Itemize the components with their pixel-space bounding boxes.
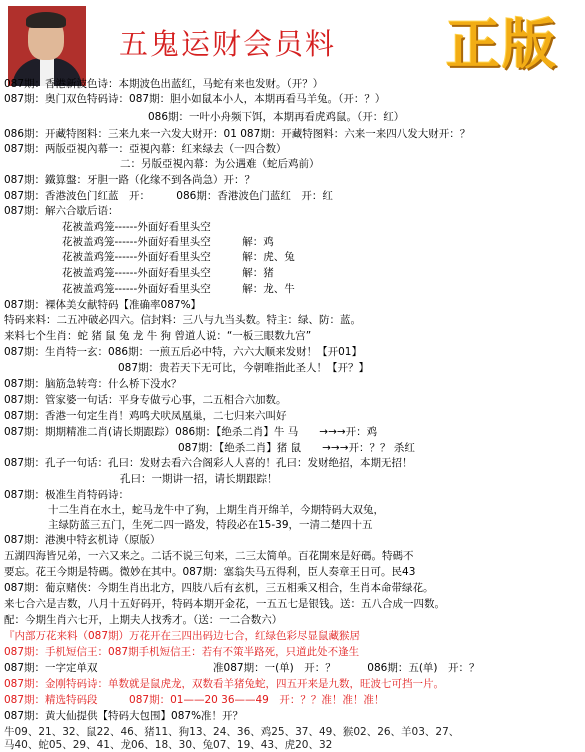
text-line: 087期：期期精准二肖(请长期跟踪）086期：【绝杀二肖】牛 马 →→→开：鸡 xyxy=(4,426,378,438)
text-line: 087期：黄大仙提供【特码大包围】087%准！开？ xyxy=(4,710,244,722)
text-line: 孔曰：一期讲一招，请长期跟踪！ xyxy=(120,473,278,485)
text-line: 二：另版亞視內幕：为公遇难（蛇后鸡前） xyxy=(120,158,320,170)
text-line: 087期：孔子一句话：孔曰：发财去看六合阁彩人人喜的！孔曰：发财绝招，本期无招！ xyxy=(4,457,413,469)
text-line: 牛09、21、32、鼠22、46、猪11、狗13、24、36、鸡25、37、49、猴02、26、羊03、27、 xyxy=(4,726,460,738)
text-line: 087期：贵若天下无可比，今朝唯指此圣人！【开？】 xyxy=(118,362,370,374)
text-line: 花被盖鸡笼------外面好看里头空 xyxy=(62,221,211,233)
text-line: 十二生肖在水土，蛇马龙牛中了狗，上期生肖开绵羊，今期特码大双兔， xyxy=(48,504,384,516)
text-line: 马40、蛇05、29、41、龙06、18、30、兔07、19、43、虎20、32 xyxy=(4,739,333,751)
text-line: 087期：鐵算盤：牙胆一路（化缘不到各尚急）开：？ xyxy=(4,174,256,186)
text-line: 087期：裸体美女献特码【准确率087%】 xyxy=(4,299,202,311)
text-line: 087期：管家婆一句话：平身专做亏心事，二五相合六加数。 xyxy=(4,394,287,406)
portrait-hair xyxy=(26,12,66,28)
text-line: 『内部万花来料（087期）万花开在三四出码边七合，红绿色彩尽显鼠藏猴居 xyxy=(4,630,361,642)
text-line: 087期：奥门双色特码诗：087期：胆小如鼠本小人，本期再看马羊兔。（开：？） xyxy=(4,93,386,105)
portrait-photo xyxy=(8,6,86,86)
text-line: 087期：脑筋急转弯：什么桥下没水？ xyxy=(4,378,182,390)
text-line: 087期：金刚特码诗：单数就是鼠虎龙，双数看羊猪兔蛇，四五开来是九数，旺波七可挡一片。 xyxy=(4,678,445,690)
text-line: 配：今期生肖六七开，上期夫人找秀才。（送：一二合数六） xyxy=(4,614,283,626)
text-line: 087期：香港波色门红蓝 开： 086期：香港波色门蓝红 开：红 xyxy=(4,190,333,202)
text-line: 086期：开藏特图料：三来九来一六发大财开：01 087期：开藏特图料：六来一来四八发大财开：？ xyxy=(4,128,471,140)
text-line: 087期：港澳中特玄机诗（原版） xyxy=(4,534,161,546)
text-line: 087期：一字定单双 准087期：一(单) 开：？ 086期：五(单) 开：？ xyxy=(4,662,480,674)
text-line: 087期：解六合歇后语： xyxy=(4,205,119,217)
text-line: 087期：香港新波色诗：本期波色出蓝红，马蛇有来也发财。（开？） xyxy=(4,78,324,90)
text-line: 五湖四海皆兄弟，一六又来之。二话不说三句来，二三太简单。百花開來是好碼。特碼不 xyxy=(4,550,414,562)
text-line: 087期：两版亞視內幕一：亞視內幕：红来绿去（一四合数） xyxy=(4,143,287,155)
text-line: 花被盖鸡笼------外面好看里头空 解：龙、牛 xyxy=(62,283,295,295)
text-line: 087期：【绝杀二肖】猪 鼠 →→→开：？？ 杀红 xyxy=(178,442,415,454)
text-line: 087期：香港一句定生肖！鸡鸣犬吠凤凰巢，二七归来六叫好 xyxy=(4,410,287,422)
text-line: 特码来料：二五冲破必四六。信封料：三八与九当头数。特主：绿、防：蓝。 xyxy=(4,314,361,326)
text-line: 087期：生肖特一玄：086期：一煎五后必中特，六六大顺来发财！【开01】 xyxy=(4,346,362,358)
text-line: 来七合六是吉数，八月十五好码开，特码本期开金花，一五五七是银钱。送：五八合成一四数。 xyxy=(4,598,445,610)
text-line: 花被盖鸡笼------外面好看里头空 解：虎、兔 xyxy=(62,251,295,263)
text-line: 来料七个生肖：蛇 猪 鼠 兔 龙 牛 狗 曾道人说：“一板三眼数九宫” xyxy=(4,330,312,342)
text-line: 087期：葡京赌侠：今期生肖出北方，四肢八后有玄机，三五相乘又相合，生肖本命带绿花。 xyxy=(4,582,434,594)
page-title: 五鬼运财会员料 xyxy=(119,27,337,61)
text-line: 087期：精选特码段 087期：01——20 36——49 开：？？准！准！准！ xyxy=(4,694,385,706)
text-line: 要忘。花王今期是特碼。微妙在其中。087期：塞翁失马五得利，臣人奏章王日可。民43 xyxy=(4,566,416,578)
text-line: 087期：极准生肖特码诗： xyxy=(4,489,130,501)
text-line: 主绿防蓝三五门，生死二四一路发，特段必在15-39，一清二楚四十五 xyxy=(48,519,373,531)
text-line: 087期：手机短信王：087期手机短信王：若有不策半路死，只道此处不逢生 xyxy=(4,646,360,658)
text-line: 花被盖鸡笼------外面好看里头空 解：猪 xyxy=(62,267,274,279)
genuine-stamp: 正版 xyxy=(446,12,558,76)
text-line: 086期：一叶小舟频下饵，本期再看虎鸡鼠。（开：红） xyxy=(148,111,405,123)
text-line: 花被盖鸡笼------外面好看里头空 解：鸡 xyxy=(62,236,274,248)
